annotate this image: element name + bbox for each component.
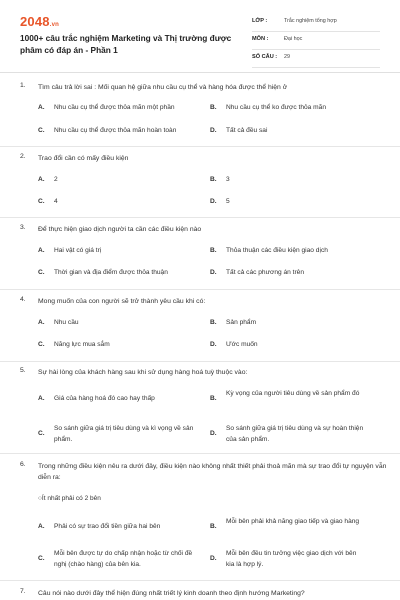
option-text: 4	[54, 198, 58, 205]
question-number: 1.	[20, 82, 26, 89]
option-text: Tất cả các phương án trên	[226, 269, 305, 276]
option-text: Sản phẩm	[226, 319, 257, 326]
question-divider	[0, 361, 400, 362]
question-number: 7.	[20, 588, 26, 595]
question-number: 3.	[20, 224, 26, 231]
option-letter: D.	[210, 430, 217, 437]
option-text: 3	[226, 176, 230, 183]
option-letter: C.	[38, 555, 45, 562]
site-logo[interactable]	[20, 14, 59, 29]
meta-label: SỐ CÂU :	[252, 54, 278, 60]
option-letter: A.	[38, 523, 45, 530]
option-letter: A.	[38, 247, 45, 254]
option-text: Mỗi bên phải khả năng giao tiếp và giao hàng	[226, 518, 360, 525]
question-divider	[0, 217, 400, 218]
question-text: Trong những điều kiện nêu ra dưới đây, điều kiện nào không nhất thiết phải thoả mãn mà sự trao đổi tự nguyện vẫn diễn ra:	[38, 463, 387, 481]
option-text: 5	[226, 198, 230, 205]
option-text: Mỗi bên được tự do chấp nhận hoặc từ chối đề nghị (chào hàng) của bên kia.	[54, 550, 193, 568]
question-7	[20, 588, 390, 600]
question-divider	[0, 289, 400, 290]
option-letter: B.	[210, 395, 217, 402]
document-title: 1000+ câu trắc nghiệm Marketing và Thị trường được phâm có đáp án - Phần 1	[20, 33, 232, 55]
meta-value: Đại học	[284, 36, 303, 42]
meta-row-count	[252, 50, 380, 68]
option-letter: D.	[210, 555, 217, 562]
option-letter: C.	[38, 430, 45, 437]
option-letter: D.	[210, 127, 217, 134]
option-text: Nhu cầu cụ thể ko được thỏa mãn	[226, 104, 327, 111]
option-text: Phải có sự trao đổi tiền giữa hai bên	[54, 523, 161, 530]
option-text: Mỗi bên đều tin tưởng việc giao dịch với bên kia là hợp lý.	[226, 550, 357, 568]
meta-row-subject	[252, 32, 380, 50]
option-text: Thời gian và địa điểm được thỏa thuận	[54, 269, 168, 276]
header-divider	[0, 72, 400, 73]
question-text: Trao đổi cần có mấy điều kiện	[38, 155, 129, 162]
question-text: Sự hài lòng của khách hàng sau khi sử dụng hàng hoá tuỳ thuộc vào:	[38, 369, 248, 376]
option-text: Nhu cầu	[54, 319, 79, 326]
option-letter: C.	[38, 269, 45, 276]
option-text: Năng lực mua sắm	[54, 341, 110, 348]
option-text: Hai vật có giá trị	[54, 247, 102, 254]
option-letter: B.	[210, 247, 217, 254]
option-text: Giá của hàng hoá đó cao hay thấp	[54, 395, 155, 402]
meta-row-class	[252, 14, 380, 32]
meta-value: Trắc nghiệm tổng hợp	[284, 18, 337, 24]
option-text: Ước muốn	[226, 341, 258, 348]
option-letter: D.	[210, 341, 217, 348]
option-letter: C.	[38, 127, 45, 134]
option-letter: B.	[210, 176, 217, 183]
option-letter: D.	[210, 198, 217, 205]
logo-main: 2048	[20, 14, 50, 29]
option-letter: C.	[38, 198, 45, 205]
logo-suffix: .vn	[49, 22, 60, 28]
meta-label: MÔN :	[252, 36, 269, 42]
question-number: 5.	[20, 367, 26, 374]
option-letter: B.	[210, 319, 217, 326]
meta-label: LỚP :	[252, 18, 268, 24]
question-text: Để thực hiện giao dịch người ta cần các điều kiện nào	[38, 226, 202, 233]
option-text: Thỏa thuận các điều kiện giao dịch	[226, 247, 328, 254]
page-header	[0, 0, 400, 70]
option-letter: C.	[38, 341, 45, 348]
meta-table	[252, 14, 380, 68]
option-text: So sánh giữa giá trị tiêu dùng và sự hoàn thiện của sản phẩm.	[226, 425, 364, 443]
question-text: Mong muốn của con người sẽ trở thành yêu cầu khi có:	[38, 298, 206, 305]
option-text: Tất cả đều sai	[226, 127, 268, 134]
question-number: 4.	[20, 296, 26, 303]
question-text: Câu nói nào dưới đây thể hiện đúng nhất triết lý kinh doanh theo định hướng Marketing?	[38, 590, 305, 597]
question-divider	[0, 580, 400, 581]
question-note: ○Ít nhất phải có 2 bên	[38, 495, 101, 502]
question-divider	[0, 453, 400, 454]
question-text: Tìm câu trả lời sai : Mối quan hệ giữa nhu cầu cụ thể và hàng hóa được thể hiện ở	[38, 84, 288, 91]
question-divider	[0, 146, 400, 147]
question-number: 2.	[20, 153, 26, 160]
option-letter: A.	[38, 395, 45, 402]
option-text: Nhu cầu cụ thể được thỏa mãn hoàn toàn	[54, 127, 177, 134]
option-text: Kỳ vọng của người tiêu dùng về sản phẩm đó	[226, 390, 360, 397]
meta-value: 29	[284, 54, 290, 60]
option-letter: B.	[210, 104, 217, 111]
option-text: So sánh giữa giá trị tiêu dùng và kì vọng về sản phẩm.	[54, 425, 194, 443]
option-letter: A.	[38, 104, 45, 111]
option-text: Nhu cầu cụ thể được thỏa mãn một phần	[54, 104, 175, 111]
option-letter: A.	[38, 319, 45, 326]
question-number: 6.	[20, 461, 26, 468]
option-letter: B.	[210, 523, 217, 530]
option-letter: D.	[210, 269, 217, 276]
option-text: 2	[54, 176, 58, 183]
option-letter: A.	[38, 176, 45, 183]
